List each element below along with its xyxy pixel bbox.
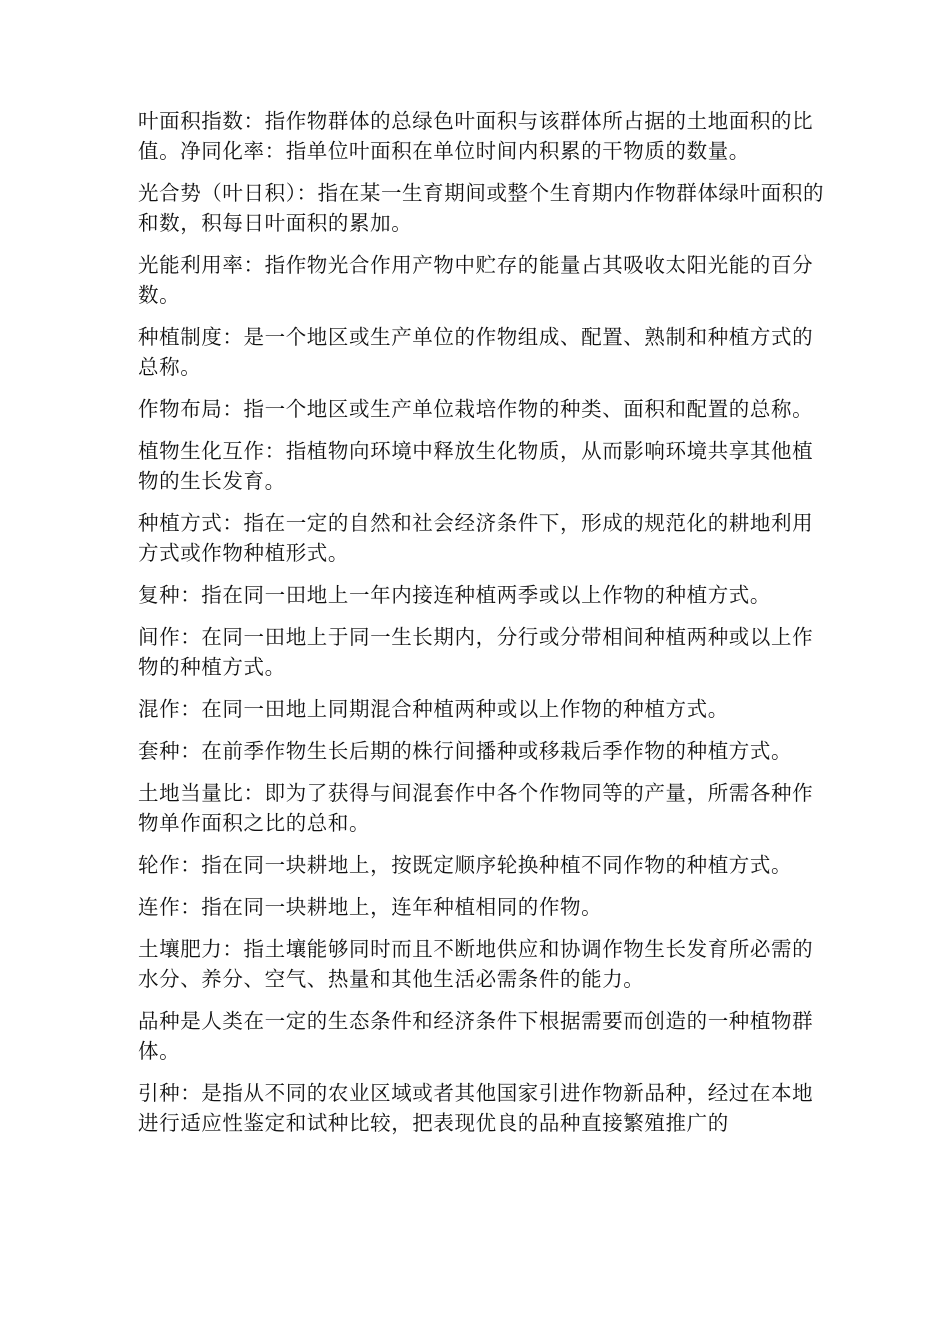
paragraph-mixed-cropping: 混作：在同一田地上同期混合种植两种或以上作物的种植方式。 (138, 697, 729, 721)
paragraph-allelopathy: 植物生化互作：指植物向环境中释放生化物质，从而影响环境共享其他植物的生长发育。 (138, 439, 814, 493)
paragraph-cropping-system: 种植制度：是一个地区或生产单位的作物组成、配置、熟制和种植方式的总称。 (138, 325, 814, 379)
document-body (138, 106, 828, 1150)
paragraph-light-use-efficiency: 光能利用率：指作物光合作用产物中贮存的能量占其吸收太阳光能的百分数。 (138, 253, 814, 307)
paragraph-leaf-area-index: 叶面积指数：指作物群体的总绿色叶面积与该群体所占据的土地面积的比值。净同化率：指单位叶面积在单位时间内积累的干物质的数量。 (138, 109, 814, 163)
paragraph-variety: 品种是人类在一定的生态条件和经济条件下根据需要而创造的一种植物群体。 (138, 1009, 814, 1063)
paragraph-land-equivalent-ratio: 土地当量比：即为了获得与间混套作中各个作物同等的产量，所需各种作物单作面积之比的总和。 (138, 781, 814, 835)
paragraph-soil-fertility: 土壤肥力：指土壤能够同时而且不断地供应和协调作物生长发育所必需的水分、养分、空气、热量和其他生活必需条件的能力。 (138, 937, 814, 991)
paragraph-crop-rotation: 轮作：指在同一块耕地上，按既定顺序轮换种植不同作物的种植方式。 (138, 853, 793, 877)
paragraph-relay-cropping: 套种：在前季作物生长后期的株行间播种或移栽后季作物的种植方式。 (138, 739, 793, 763)
paragraph-crop-layout: 作物布局：指一个地区或生产单位栽培作物的种类、面积和配置的总称。 (138, 397, 814, 421)
paragraph-photosynthetic-potential: 光合势（叶日积）：指在某一生育期间或整个生育期内作物群体绿叶面积的和数，积每日叶面积的累加。 (138, 181, 825, 235)
paragraph-planting-pattern: 种植方式：指在一定的自然和社会经济条件下，形成的规范化的耕地利用方式或作物种植形式。 (138, 511, 814, 565)
paragraph-multiple-cropping: 复种：指在同一田地上一年内接连种植两季或以上作物的种植方式。 (138, 583, 771, 607)
paragraph-introduction: 引种：是指从不同的农业区域或者其他国家引进作物新品种，经过在本地进行适应性鉴定和试种比较，把表现优良的品种直接繁殖推广的 (138, 1081, 814, 1135)
paragraph-intercropping: 间作：在同一田地上于同一生长期内，分行或分带相间种植两种或以上作物的种植方式。 (138, 625, 814, 679)
paragraph-continuous-cropping: 连作：指在同一块耕地上，连年种植相同的作物。 (138, 895, 603, 919)
